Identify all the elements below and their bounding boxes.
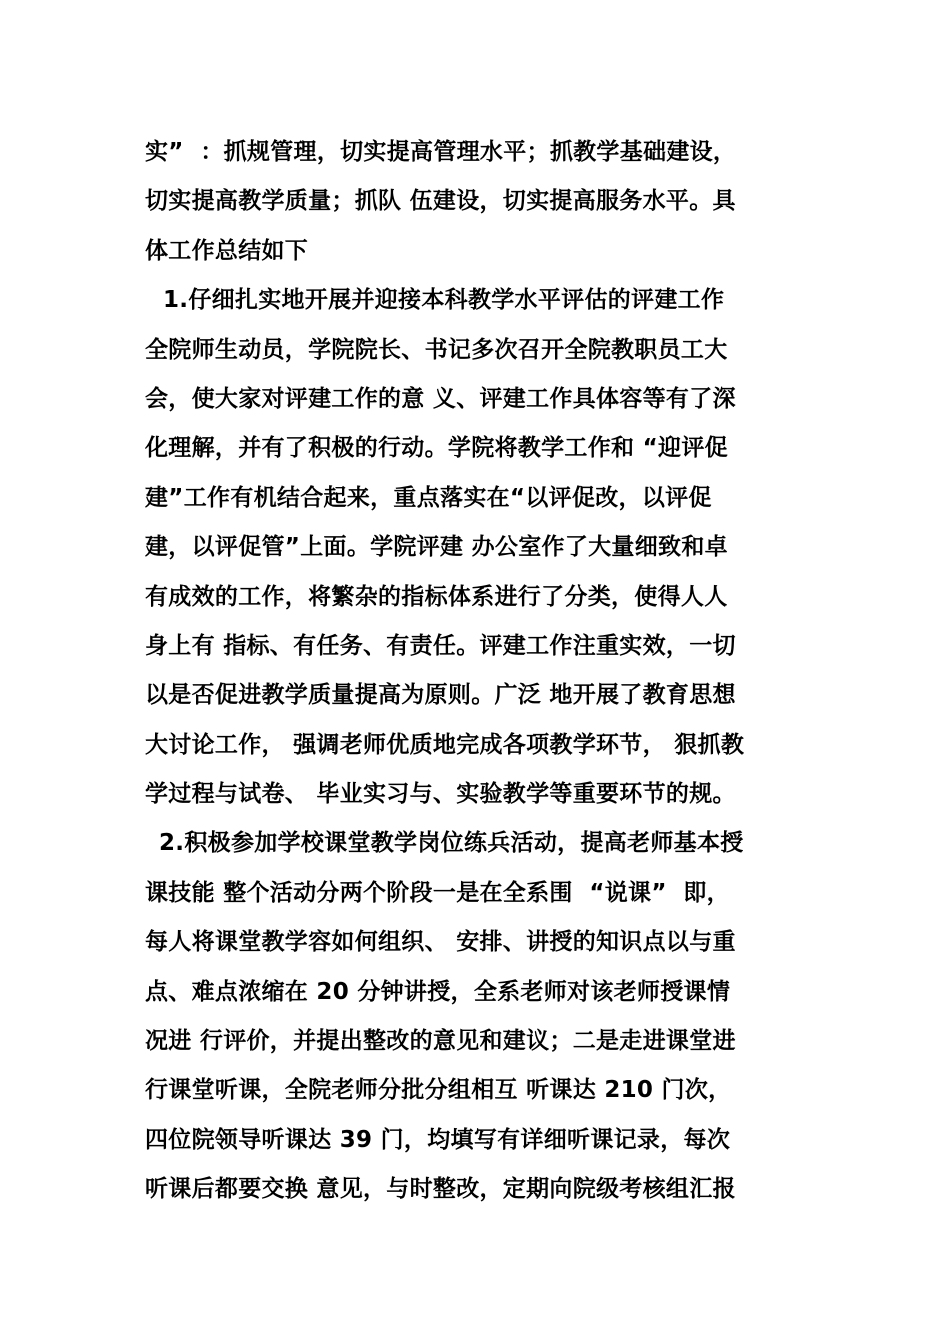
text-line: 全院师生动员，学院院长、书记多次召开全院教职员工大 [145,336,728,363]
body-text [145,128,825,1215]
text-line: 会，使大家对评建工作的意 义、评建工作具体容等有了深 [145,385,736,412]
section-heading-1: 1.仔细扎实地开展并迎接本科教学水平评估的评建工作 [163,287,725,314]
text-line: 课技能 整个活动分两个阶段一是在全系围 “说课” 即， [145,879,730,906]
text-line: 有成效的工作，将繁杂的指标体系进行了分类，使得人人 [145,583,728,610]
text-line: 建”工作有机结合起来，重点落实在“以评促改，以评促 [145,484,712,511]
text-line: 行课堂听课，全院老师分批分组相互 听课达 210 门次， [145,1077,732,1104]
text-line: 况进 行评价，并提出整改的意见和建议；二是走进课堂进 [145,1028,736,1055]
text-line: 听课后都要交换 意见，与时整改，定期向院级考核组汇报 [145,1176,736,1203]
text-line: 切实提高教学质量；抓队 伍建设，切实提高服务水平。具 [145,188,736,215]
text-line: 点、难点浓缩在 20 分钟讲授，全系老师对该老师授课情 [145,978,731,1005]
text-line: 四位院领导听课达 39 门，均填写有详细听课记录，每次 [145,1126,731,1153]
text-line: 以是否促进教学质量提高为原则。广泛 地开展了教育思想 [145,682,736,709]
text-line: 建，以评促管”上面。学院评建 办公室作了大量细致和卓 [145,534,728,561]
text-line: 实” ：抓规管理，切实提高管理水平；抓教学基础建设， [145,139,737,165]
text-line: 大讨论工作， 强调老师优质地完成各项教学环节， 狠抓教 [145,731,745,758]
text-line: 学过程与试卷、 毕业实习与、实验教学等重要环节的规。 [145,781,736,808]
text-line: 体工作总结如下 [145,237,309,264]
text-line: 每人将课堂教学容如何组织、 安排、讲授的知识点以与重 [145,929,736,956]
section-heading-2: 2.积极参加学校课堂教学岗位练兵活动，提高老师基本授 [159,830,744,857]
text-line: 化理解，并有了积极的行动。学院将教学工作和 “迎评促 [145,435,728,462]
text-line: 身上有 指标、有任务、有责任。评建工作注重实效，一切 [145,632,736,659]
